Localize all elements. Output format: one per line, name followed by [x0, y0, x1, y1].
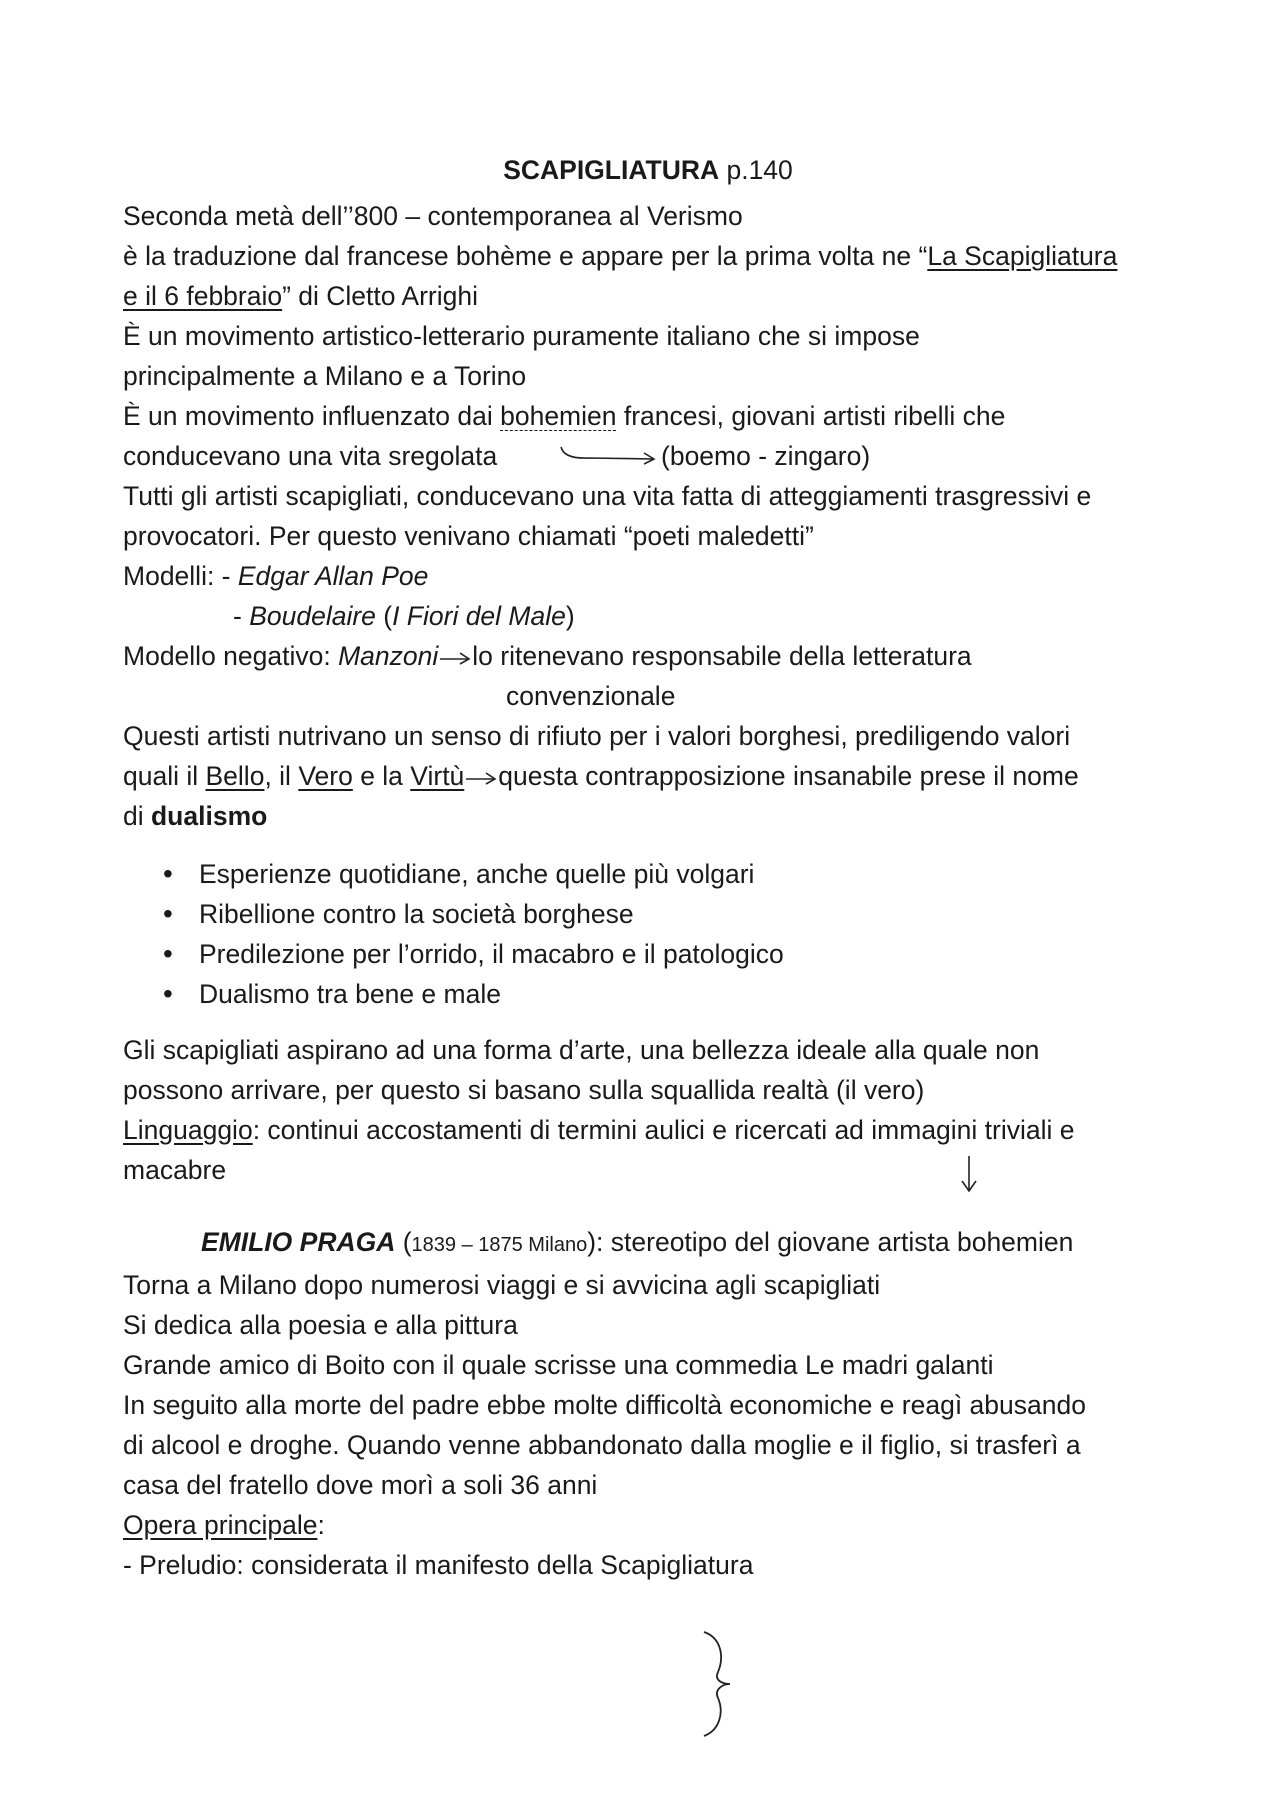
underlined-title: La Scapigliatura: [927, 241, 1118, 271]
line: [123, 436, 1173, 476]
underlined-word: Virtù: [410, 761, 465, 791]
line: [123, 1150, 1173, 1190]
line: Gli scapigliati aspirano ad una forma d’arte, una bellezza ideale alla quale non: [123, 1035, 1040, 1065]
list-item: • Dualismo tra bene e male: [163, 974, 1173, 1014]
list-item: • Esperienze quotidiane, anche quelle più volgari: [163, 854, 1173, 894]
list-item: • Predilezione per l’orrido, il macabro e il patologico: [163, 934, 1173, 974]
line: In seguito alla morte del padre ebbe molte difficoltà economiche e reagì abusando: [123, 1390, 1086, 1420]
text: lo ritenevano responsabile della letteratura: [472, 641, 972, 671]
text: È un movimento influenzato dai: [123, 401, 501, 431]
spellcheck-word: bohemien: [500, 401, 617, 431]
text: ” di Cletto Arrighi: [282, 281, 478, 311]
line: [123, 596, 1173, 636]
line: [123, 556, 1173, 596]
list-item: • Ribellione contro la società borghese: [163, 894, 1173, 934]
text: (: [375, 601, 393, 631]
text: francesi, giovani artisti ribelli che: [616, 401, 1006, 431]
author-name: EMILIO PRAGA: [201, 1227, 396, 1257]
text: Modello negativo:: [123, 641, 339, 671]
line: [123, 276, 1173, 316]
line: [123, 1505, 1173, 1545]
line: [123, 756, 1173, 796]
text: :: [317, 1510, 325, 1540]
text: e la: [352, 761, 411, 791]
line: Grande amico di Boito con il quale scrisse una commedia Le madri galanti: [123, 1350, 994, 1380]
text: : continui accostamenti di termini aulici e ricercati ad immagini triviali e: [252, 1115, 1075, 1145]
text: macabre: [123, 1155, 227, 1185]
text: ): stereotipo del giovane artista bohemien: [587, 1227, 1074, 1257]
text: ): [565, 601, 575, 631]
italic-name: Edgar Allan Poe: [237, 561, 429, 591]
curved-arrow-icon: [558, 444, 658, 470]
line: casa del fratello dove morì a soli 36 anni: [123, 1470, 598, 1500]
text: (: [395, 1227, 412, 1257]
document-page: [123, 150, 1173, 1585]
underlined-word: Opera principale: [123, 1510, 318, 1540]
line: di alcool e droghe. Quando venne abbandonato dalla moglie e il figlio, si trasferì a: [123, 1430, 1081, 1460]
text: quali il: [123, 761, 206, 791]
arrow-down-icon: [957, 1154, 981, 1194]
line: [123, 396, 1173, 436]
arrow-right-icon: [464, 768, 498, 788]
line: È un movimento artistico-letterario puramente italiano che si impose: [123, 321, 920, 351]
line: Torna a Milano dopo numerosi viaggi e si avvicina agli scapigliati: [123, 1270, 881, 1300]
underlined-word: Bello: [205, 761, 265, 791]
text: , il: [264, 761, 299, 791]
page-title: [123, 150, 1173, 190]
line: Si dedica alla poesia e alla pittura: [123, 1310, 518, 1340]
line: provocatori. Per questo venivano chiamati “poeti maledetti”: [123, 521, 814, 551]
line: [123, 796, 1173, 836]
text: conducevano una vita sregolata: [123, 441, 498, 471]
title-bold: SCAPIGLIATURA: [503, 155, 720, 185]
italic-name: Manzoni: [338, 641, 439, 671]
curly-brace-icon: [700, 1628, 740, 1740]
line: possono arrivare, per questo si basano sulla squallida realtà (il vero): [123, 1075, 925, 1105]
line: [123, 236, 1173, 276]
line: [123, 636, 1173, 676]
underlined-word: Linguaggio: [123, 1115, 253, 1145]
line: - Preludio: considerata il manifesto della Scapigliatura: [123, 1550, 754, 1580]
bullet-list: [123, 854, 1173, 1014]
italic-name: Boudelaire: [249, 601, 376, 631]
text: Modelli: -: [123, 561, 238, 591]
line: [123, 1222, 1173, 1265]
text: (boemo - zingaro): [661, 441, 871, 471]
line: Questi artisti nutrivano un senso di rifiuto per i valori borghesi, prediligendo valori: [123, 721, 1071, 751]
text: è la traduzione dal francese bohème e appare per la prima volta ne “: [123, 241, 928, 271]
line: Seconda metà dell’’800 – contemporanea al Verismo: [123, 201, 743, 231]
line: convenzionale: [506, 681, 676, 711]
italic-title: I Fiori del Male: [392, 601, 566, 631]
line: Tutti gli artisti scapigliati, conducevano una vita fatta di atteggiamenti trasgressivi e: [123, 481, 1092, 511]
author-dates: 1839 – 1875 Milano: [411, 1234, 588, 1256]
bold-term: dualismo: [151, 801, 268, 831]
spacer: [123, 1190, 1173, 1222]
arrow-right-icon: [438, 648, 472, 668]
text: questa contrapposizione insanabile prese il nome: [498, 761, 1079, 791]
underlined-title: e il 6 febbraio: [123, 281, 283, 311]
line: principalmente a Milano e a Torino: [123, 361, 527, 391]
underlined-word: Vero: [298, 761, 353, 791]
title-page-ref: p.140: [719, 155, 793, 185]
text: di: [123, 801, 151, 831]
line: [123, 1110, 1173, 1150]
text: -: [233, 601, 250, 631]
